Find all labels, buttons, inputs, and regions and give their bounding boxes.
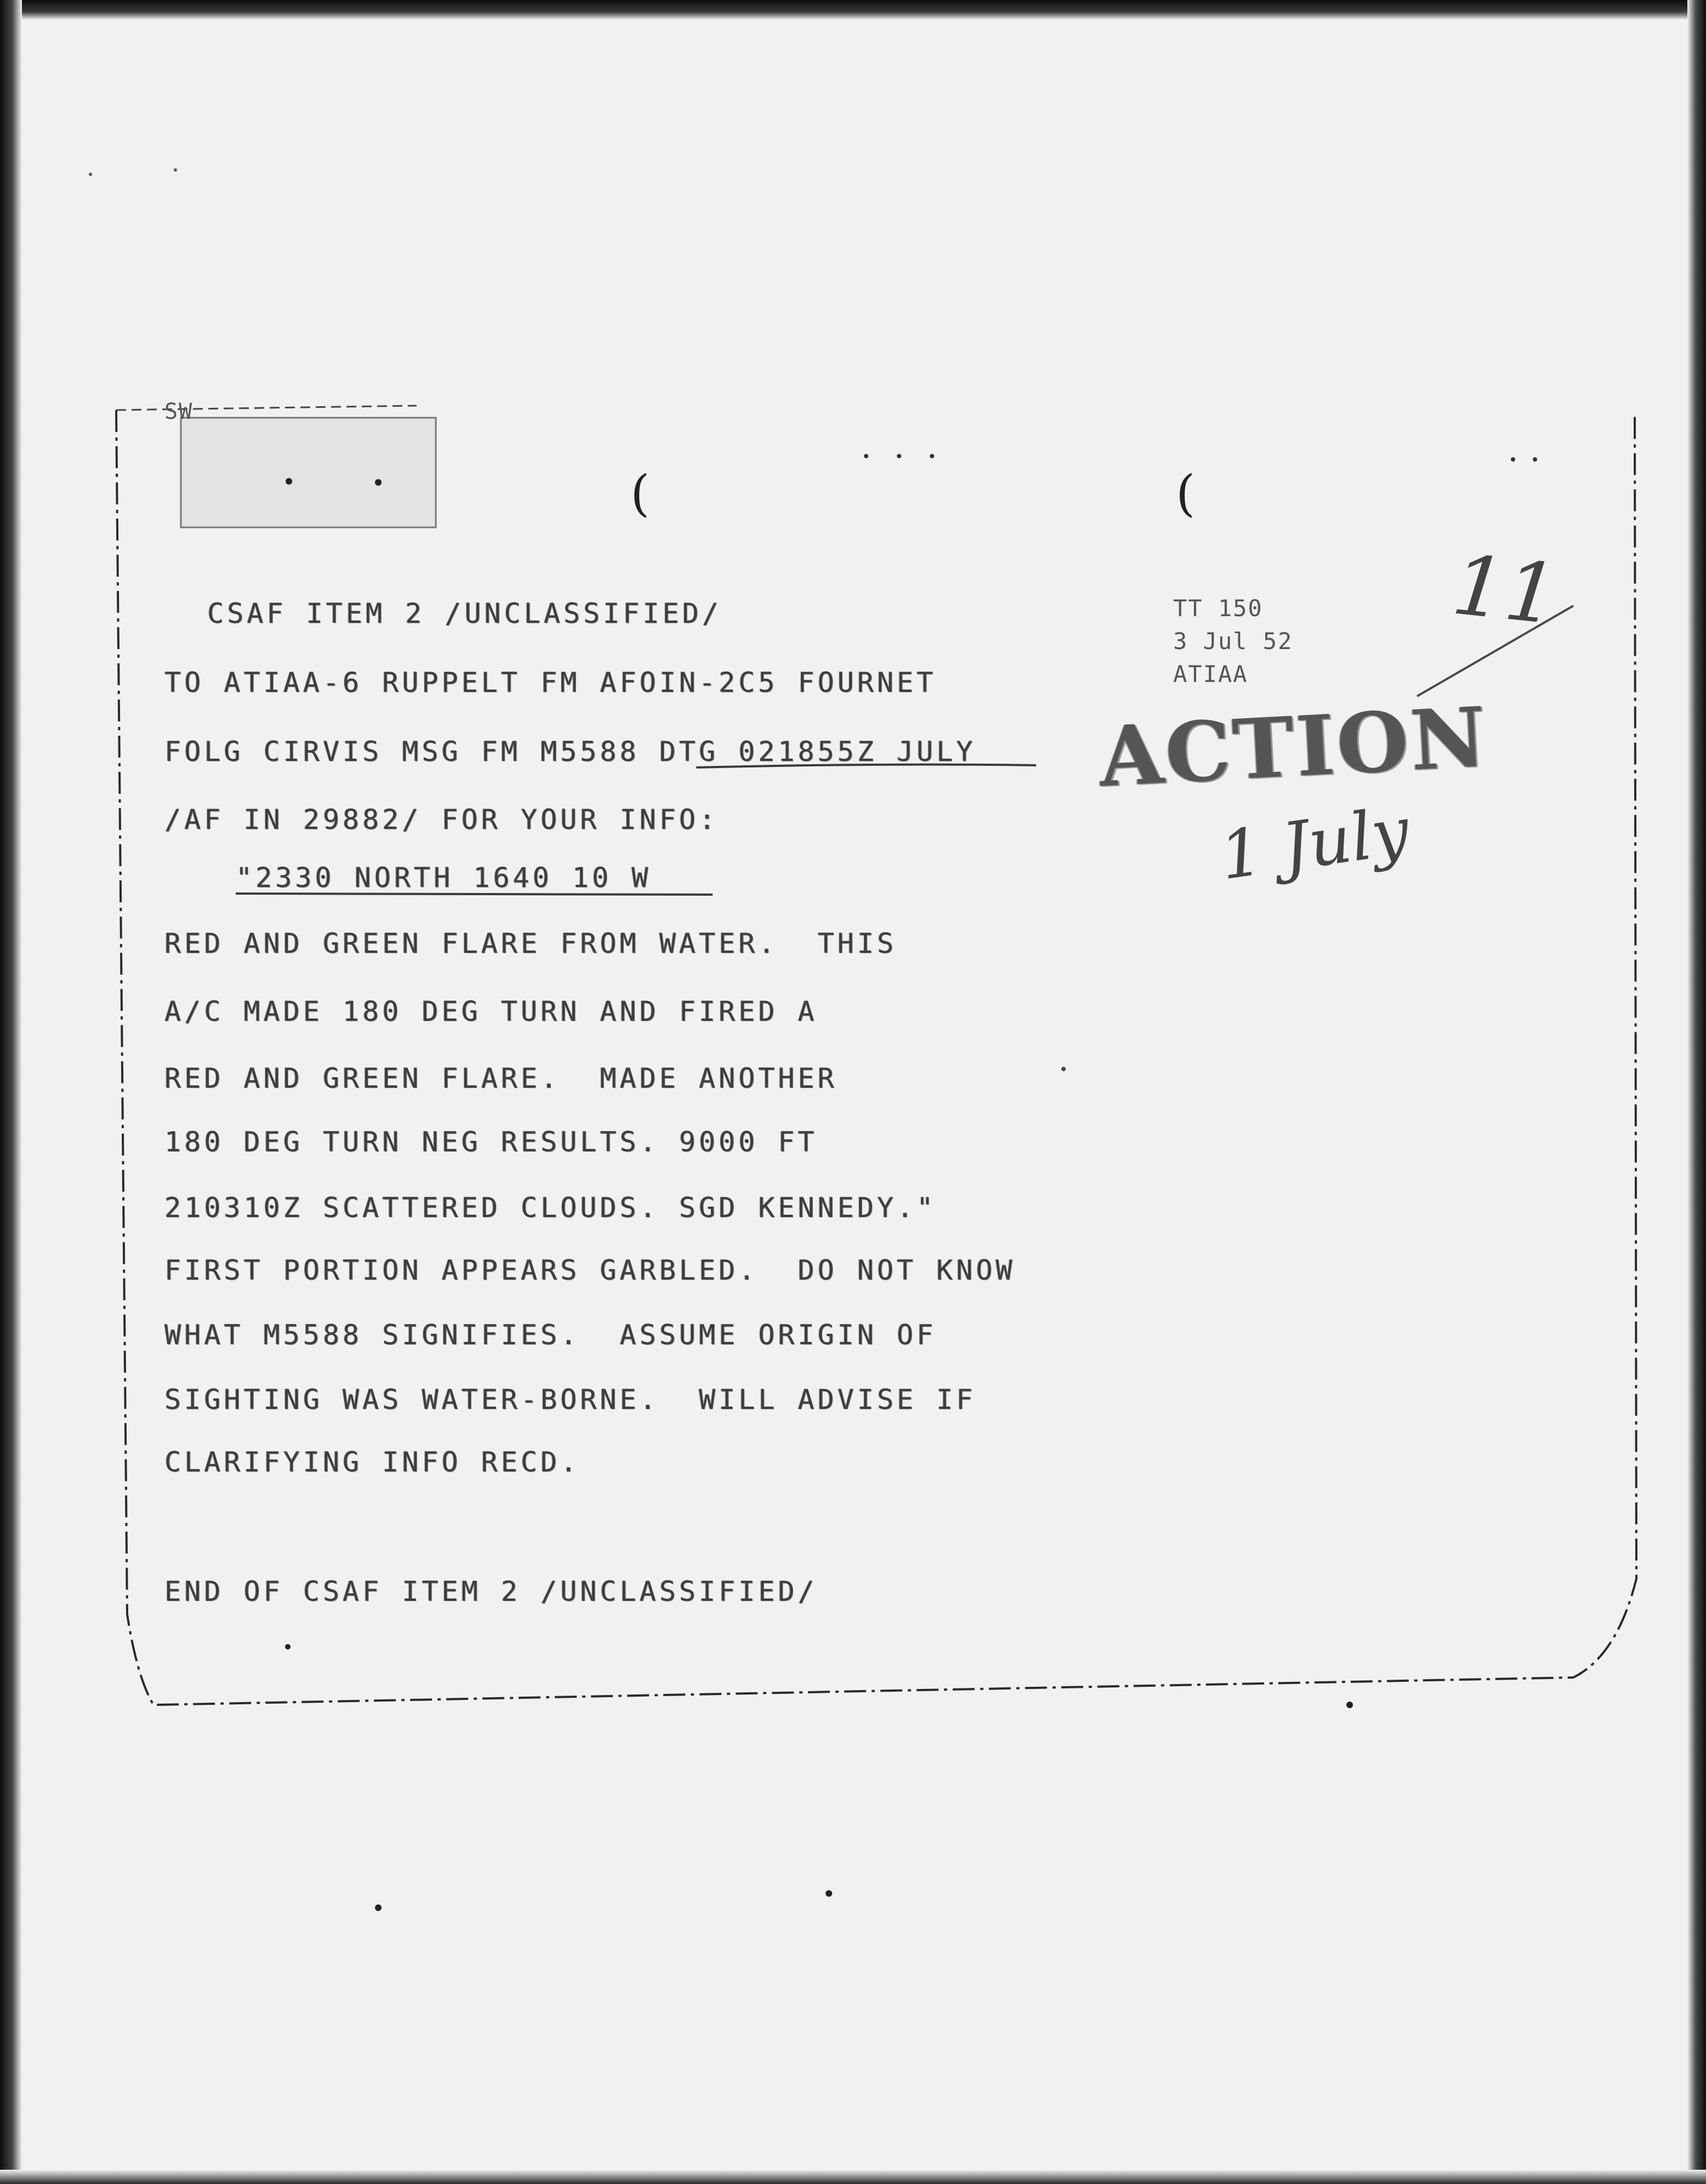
- stamp-line: 3 Jul 52: [1173, 628, 1293, 655]
- message-line: /AF IN 29882/ FOR YOUR INFO:: [164, 804, 719, 835]
- speck: [286, 478, 292, 485]
- action-stamp: ACTION: [1096, 689, 1491, 806]
- message-line: WHAT M5588 SIGNIFIES. ASSUME ORIGIN OF: [164, 1319, 936, 1351]
- message-line: A/C MADE 180 DEG TURN AND FIRED A: [164, 996, 818, 1027]
- speck: [897, 454, 901, 458]
- stamp-line: TT 150: [1173, 595, 1263, 622]
- message-line: 180 DEG TURN NEG RESULTS. 9000 FT: [164, 1126, 818, 1158]
- message-header: CSAF ITEM 2 /UNCLASSIFIED/: [207, 598, 722, 629]
- speck: [285, 1644, 291, 1650]
- speck: [1511, 457, 1515, 462]
- stamp-line: ATIAA: [1173, 661, 1248, 687]
- speck: [1533, 457, 1537, 462]
- speck: [1061, 1067, 1066, 1071]
- handwritten-date: 1 July: [1215, 793, 1414, 895]
- message-line: SIGHTING WAS WATER-BORNE. WILL ADVISE IF: [164, 1384, 976, 1415]
- speck: [89, 173, 92, 176]
- speck: [375, 1904, 382, 1911]
- message-footer: END OF CSAF ITEM 2 /UNCLASSIFIED/: [164, 1576, 818, 1607]
- message-line: FOLG CIRVIS MSG FM M5588 DTG 021855Z JULY: [164, 736, 976, 767]
- message-line: FIRST PORTION APPEARS GARBLED. DO NOT KNOW: [164, 1254, 1016, 1286]
- speck: [1346, 1702, 1353, 1708]
- speck: [930, 454, 934, 458]
- speck: [826, 1890, 832, 1897]
- paren-left-mark: (: [630, 465, 650, 522]
- message-line: CLARIFYING INFO RECD.: [164, 1446, 581, 1478]
- speck: [174, 168, 177, 172]
- paren-right-mark: (: [1176, 465, 1196, 522]
- handwritten-number: 11: [1448, 537, 1562, 644]
- message-line: RED AND GREEN FLARE. MADE ANOTHER: [164, 1062, 838, 1094]
- underline-coords: [236, 894, 713, 895]
- label-patch: [181, 418, 436, 527]
- corner-mark: SW: [164, 399, 194, 424]
- paper-top-edge: [116, 406, 417, 410]
- message-line: TO ATIAA-6 RUPPELT FM AFOIN-2C5 FOURNET: [164, 667, 936, 698]
- message-line: "2330 NORTH 1640 10 W: [236, 862, 652, 894]
- speck: [375, 479, 382, 486]
- message-line: 210310Z SCATTERED CLOUDS. SGD KENNEDY.": [164, 1192, 936, 1224]
- message-line: RED AND GREEN FLARE FROM WATER. THIS: [164, 928, 897, 959]
- speck: [864, 454, 868, 458]
